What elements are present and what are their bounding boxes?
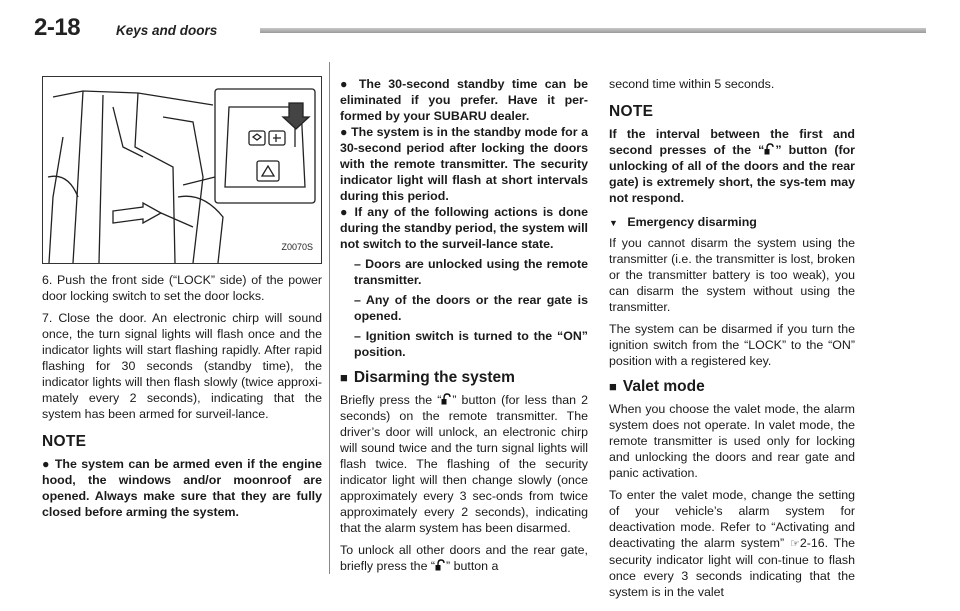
step-6: 6. Push the front side (“LOCK” side) of the power door locking switch to set the door locks. (42, 273, 322, 303)
section-heading-text: Disarming the system (353, 369, 515, 386)
text-fragment: ” button (for less than 2 seconds) on the remote transmitter. The driver’s door will unlock, an electronic chirp will sound twice and the turn signal lights will flash twice. The flashing of the security indicator light will then change slowly (once approximately every 3 sec-onds from twice approximately every 2 seconds), indicating that the alarm system has been disarmed. (340, 393, 588, 535)
column-middle (340, 76, 588, 580)
unlock-key-icon (435, 559, 446, 571)
text-fragment: Briefly press the “ (340, 393, 442, 407)
door-interior-drawing (43, 77, 322, 264)
section-marker-icon: ■ (609, 379, 617, 394)
text-fragment: 2-16. The security indicator light will con-tinue to flash once every 3 seconds indicating that the system is in the valet (609, 536, 856, 599)
note-heading: NOTE (42, 433, 87, 450)
text-fragment: ” button (for unlocking of all of the doors and the rear gate) is extremely short, the sys-tem may not respond. (609, 143, 855, 205)
sub-bullet-1: – Doors are unlocked using the remote transmitter. (354, 257, 588, 287)
note-heading: NOTE (609, 103, 654, 120)
text-fragment: To unlock all other doors and the rear gate, briefly press the “ (340, 543, 588, 573)
section-marker-icon: ■ (340, 370, 348, 385)
valet-paragraph-1: When you choose the valet mode, the alarm system does not operate. In valet mode, the remote transmitter is used only for locking and unlocking the doors and rear gate and panic activation. (609, 402, 855, 480)
note-text (609, 126, 855, 206)
door-lock-illustration (42, 76, 322, 264)
section-heading-text: Valet mode (622, 378, 705, 395)
continuation-text: second time within 5 seconds. (609, 77, 775, 91)
column-left (42, 76, 322, 520)
note-bullet-2: ● The system is in the standby mode for a 30-second period after locking the doors with the remote transmitter. The security indicator light will flash at short intervals during this period. (340, 125, 588, 203)
valet-paragraph-2 (609, 487, 855, 600)
sub-bullet-2: – Any of the doors or the rear gate is opened. (354, 293, 588, 323)
section-title: Keys and doors (116, 23, 218, 38)
note-text: ● The system can be armed even if the engine hood, the windows and/or moonroof are opened. Always make sure that they are fully closed before arming the system. (42, 457, 322, 519)
subheading-text: Emergency disarming (627, 215, 757, 229)
column-divider (329, 62, 330, 574)
triangle-marker-icon: ▼ (609, 218, 618, 228)
header-rule (260, 28, 926, 33)
unlock-key-icon (441, 393, 452, 405)
section-heading-valet (609, 379, 855, 395)
page-reference-icon: ☞ (789, 538, 800, 550)
page-header (34, 14, 926, 54)
text-fragment: To enter the valet mode, change the setting of your vehicle’s alarm system for deactivation mode. Refer to “Activating and deactivating the alarm system” (609, 488, 855, 550)
emergency-paragraph-1: If you cannot disarm the system using the transmitter (i.e. the transmitter is lost, broken or the transmitter battery is too weak), you can disarm the system without using the transmitter. (609, 236, 855, 314)
disarm-paragraph-1 (340, 392, 588, 536)
text-fragment: If the interval between the first and second presses of the “ (609, 127, 855, 157)
text-fragment: ” button a (446, 559, 499, 573)
figure-id: Z0070S (281, 242, 313, 252)
column-right (609, 76, 855, 606)
page-number: 2-18 (34, 14, 81, 41)
unlock-key-icon (764, 143, 775, 155)
disarm-paragraph-2 (340, 542, 588, 574)
section-heading-disarming (340, 370, 588, 386)
note-bullet-1: ● The 30-second standby time can be eliminated if you prefer. Have it per-formed by your SUBARU dealer. (340, 77, 588, 123)
subheading-emergency (609, 214, 855, 231)
step-7: 7. Close the door. An electronic chirp will sound once, the turn signal lights will flash once and the indicator lights will start flashing rapidly. After rapid flashing for 30 seconds (standby time), the indicator lights will then flash slowly (twice approxi-mately every 2 seconds), indicating that the system has been armed for surveil-lance. (42, 311, 322, 421)
emergency-paragraph-2: The system can be disarmed if you turn the ignition switch from the “LOCK” to the “ON” position with a registered key. (609, 322, 855, 368)
note-bullet-3: ● If any of the following actions is done during the standby period, the system will not switch to the surveil-lance state. (340, 205, 588, 251)
sub-bullet-3: – Ignition switch is turned to the “ON” position. (354, 329, 588, 359)
